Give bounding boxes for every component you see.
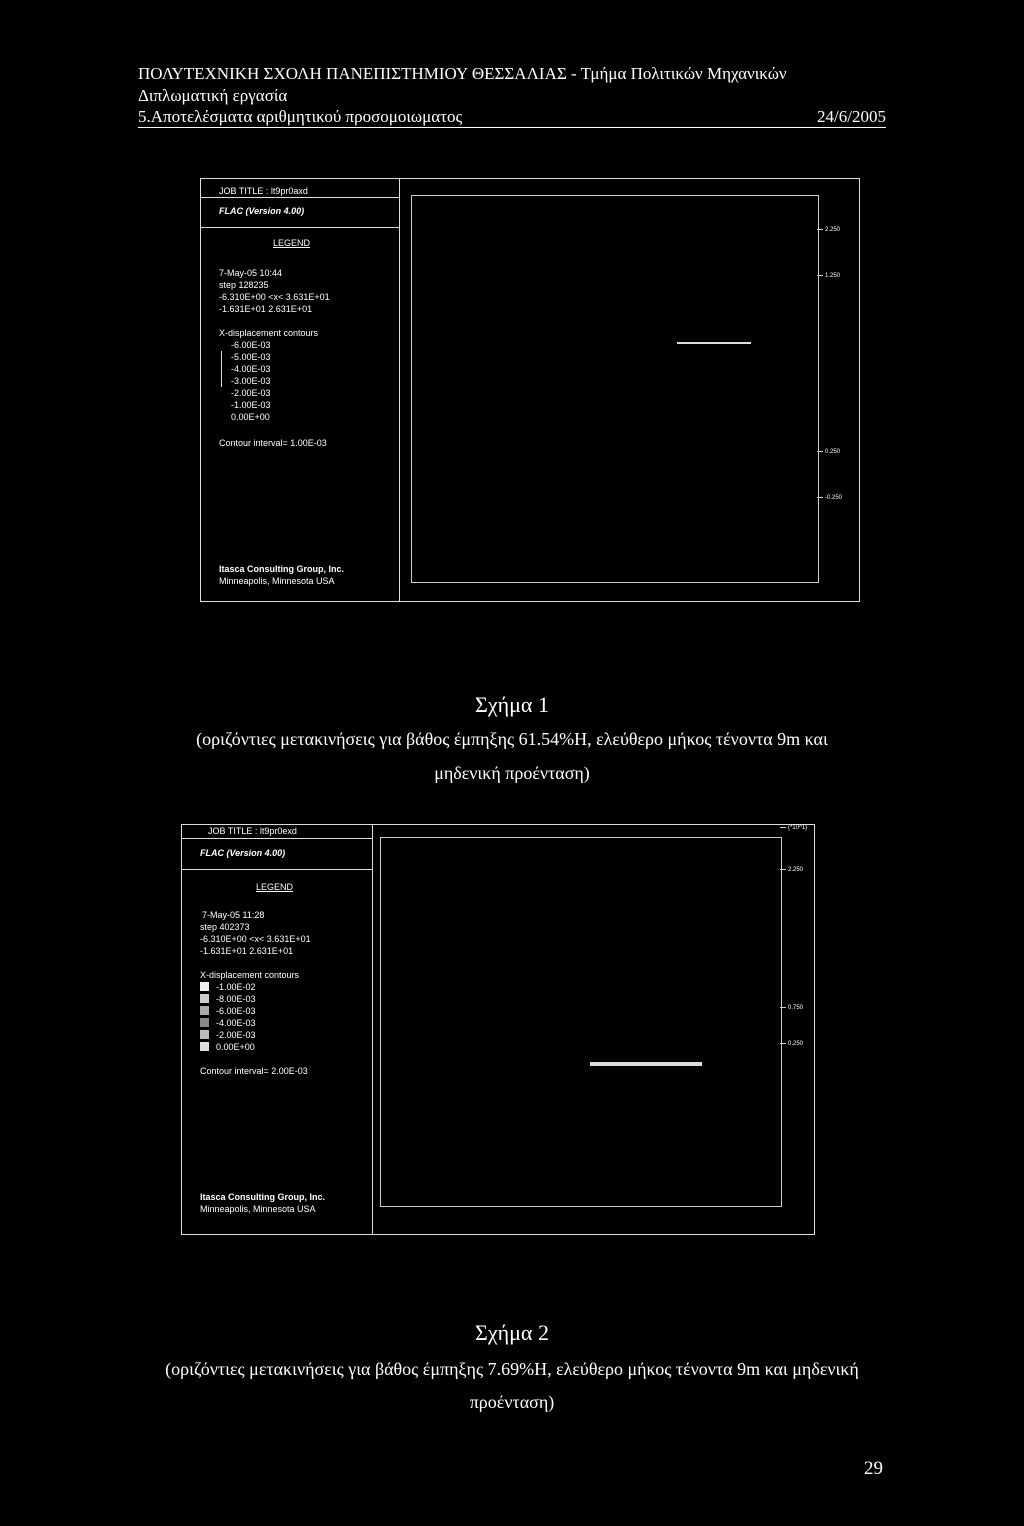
range-y: -1.631E+01 2.631E+01 xyxy=(219,304,313,314)
header-thesis: Διπλωματική εργασία xyxy=(138,86,288,105)
step-count: step 402373 xyxy=(200,922,250,932)
contour-interval: Contour interval= 2.00E-03 xyxy=(200,1066,308,1076)
axis-tick: 0.250 xyxy=(780,1041,803,1047)
job-title: JOB TITLE : lt9pr0axd xyxy=(219,186,308,196)
axis-tick: -0.250 xyxy=(817,495,842,501)
header-institution: ΠΟΛΥΤΕΧΝΙΚΗ ΣΧΟΛΗ ΠΑΝΕΠΙΣΤΗΜΙΟΥ ΘΕΣΣΑΛΙΑΣ - Τμήμα Πολιτικών Μηχανικών xyxy=(138,64,787,83)
range-y: -1.631E+01 2.631E+01 xyxy=(200,946,294,956)
contour-swatch xyxy=(200,1030,209,1039)
software-version: FLAC (Version 4.00) xyxy=(200,848,286,858)
figure-1-plot xyxy=(200,178,860,602)
contour-value: -2.00E-03 xyxy=(231,388,271,398)
contour-value: -2.00E-03 xyxy=(216,1030,256,1040)
contour-value: -1.00E-02 xyxy=(216,982,256,992)
axis-unit: (*10^1) xyxy=(780,825,807,831)
contour-value: -4.00E-03 xyxy=(231,364,271,374)
divider xyxy=(182,838,372,839)
contour-swatch xyxy=(200,1018,209,1027)
company-name: Itasca Consulting Group, Inc. xyxy=(200,1192,326,1202)
figure-2-model-area xyxy=(380,837,782,1207)
contour-value: -3.00E-03 xyxy=(231,376,271,386)
contour-swatch xyxy=(200,994,209,1003)
contour-swatch xyxy=(200,982,209,991)
contour-value: 0.00E+00 xyxy=(216,1042,255,1052)
axis-tick: 2.250 xyxy=(817,227,840,233)
header-date: 24/6/2005 xyxy=(817,107,886,126)
axis-tick: 1.250 xyxy=(817,273,840,279)
contour-interval: Contour interval= 1.00E-03 xyxy=(219,438,327,448)
step-count: step 128235 xyxy=(219,280,269,290)
contour-value: -1.00E-03 xyxy=(231,400,271,410)
company-location: Minneapolis, Minnesota USA xyxy=(219,576,335,586)
legend-title: LEGEND xyxy=(273,238,311,248)
divider xyxy=(201,227,399,228)
figure-2-legend xyxy=(182,825,373,1234)
figure-1-model-area xyxy=(411,195,819,583)
contour-value: -8.00E-03 xyxy=(216,994,256,1004)
contour-swatch xyxy=(200,1006,209,1015)
contour-swatch xyxy=(200,1042,209,1051)
contour-value: 0.00E+00 xyxy=(231,412,270,422)
date-time: 7-May-05 10:44 xyxy=(219,268,283,278)
legend-title: LEGEND xyxy=(256,882,294,892)
date-time: 7-May-05 11:28 xyxy=(202,910,265,920)
axis-tick: 0.250 xyxy=(817,449,840,455)
divider xyxy=(201,197,399,198)
figure-2-plot xyxy=(181,824,815,1235)
figure-2-caption-line: προένταση) xyxy=(469,1392,555,1412)
contour-value: -4.00E-03 xyxy=(216,1018,256,1028)
contours-title: X-displacement contours xyxy=(219,328,319,338)
range-x: -6.310E+00 <x< 3.631E+01 xyxy=(219,292,330,302)
page-number: 29 xyxy=(864,1458,883,1479)
job-title: JOB TITLE : lt9pr0exd xyxy=(208,826,297,836)
figure-1-caption-line: μηδενική προένταση) xyxy=(434,763,590,783)
range-x: -6.310E+00 <x< 3.631E+01 xyxy=(200,934,311,944)
figure-2-contour-band xyxy=(590,1062,702,1066)
divider xyxy=(182,869,372,870)
axis-tick: 2.250 xyxy=(780,867,803,873)
company-name: Itasca Consulting Group, Inc. xyxy=(219,564,345,574)
contour-value: -6.00E-03 xyxy=(231,340,271,350)
software-version: FLAC (Version 4.00) xyxy=(219,206,305,216)
contour-value: -6.00E-03 xyxy=(216,1006,256,1016)
figure-1-caption-line: (οριζόντιες μετακινήσεις για βάθος έμπηξης 61.54%Η, ελεύθερο μήκος τένοντα 9m και xyxy=(196,729,828,749)
figure-2-caption-line: (οριζόντιες μετακινήσεις για βάθος έμπηξης 7.69%Η, ελεύθερο μήκος τένοντα 9m και μηδενική xyxy=(165,1359,859,1379)
header-section: 5.Αποτελέσματα αριθμητικού προσομοιωματος xyxy=(138,107,463,126)
axis-tick: 0.750 xyxy=(780,1005,803,1011)
figure-1-legend xyxy=(201,179,400,601)
figure-1-contour-band xyxy=(677,342,751,344)
contours-title: X-displacement contours xyxy=(200,970,300,980)
company-location: Minneapolis, Minnesota USA xyxy=(200,1204,316,1214)
figure-1-caption-title: Σχήμα 1 xyxy=(475,692,549,717)
contour-color-bar xyxy=(221,351,222,387)
figure-2-caption-title: Σχήμα 2 xyxy=(475,1320,549,1345)
header-section-line xyxy=(138,107,886,128)
contour-value: -5.00E-03 xyxy=(231,352,271,362)
